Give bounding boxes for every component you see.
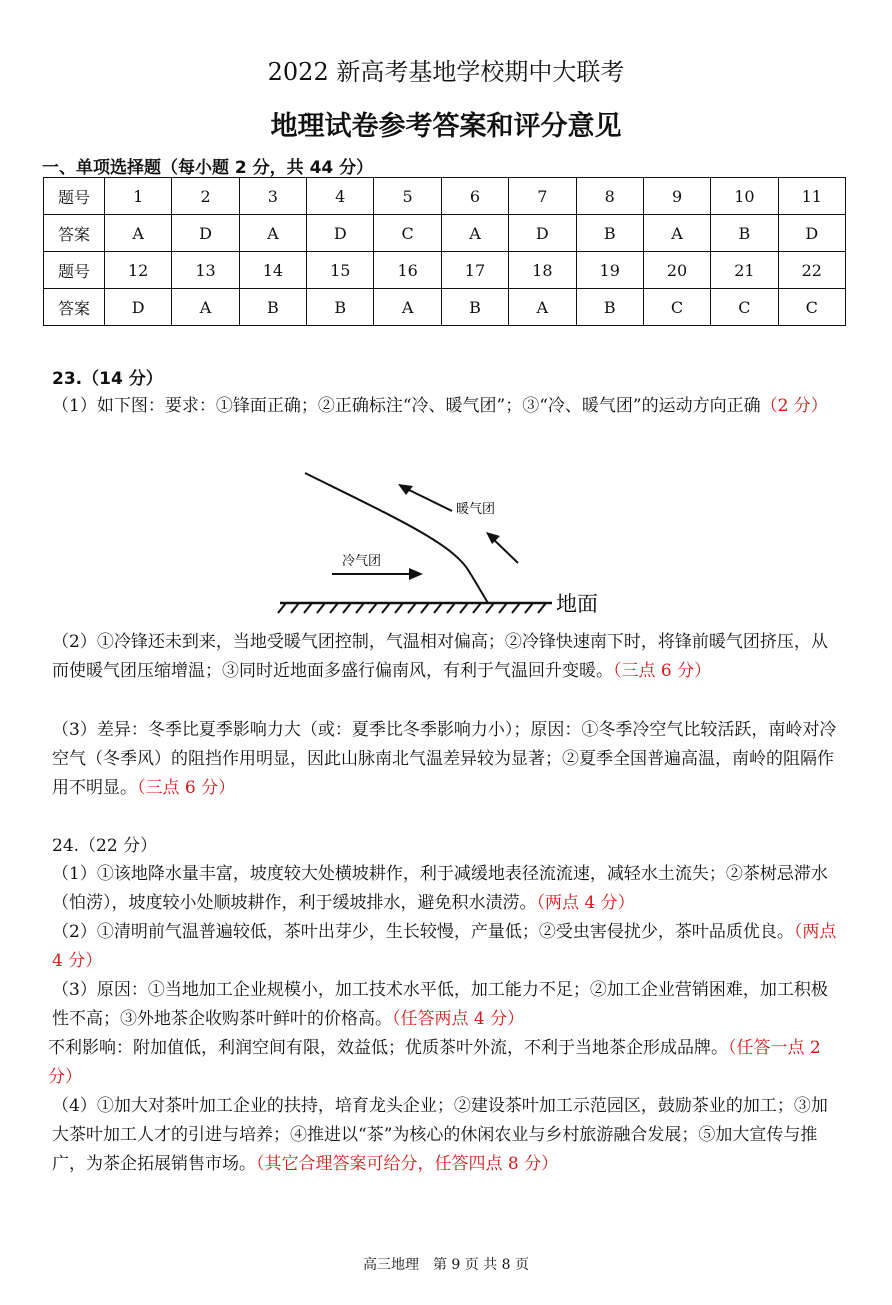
question-number-cell: 14: [239, 252, 306, 289]
answer-cell: D: [105, 289, 172, 326]
question-number-row: [44, 252, 846, 289]
q23-part3: [52, 716, 842, 803]
q24-part4-text: （4）①加大对茶叶加工企业的扶持，培育龙头企业；②建设茶叶加工示范园区，鼓励茶业的加工；③加大茶叶加工人才的引进与培养；④推进以“茶”为核心的休闲农业与乡村旅游融合发展；⑤加大宣传与推广，为茶企拓展销售市场。: [52, 1096, 828, 1174]
warm-arrow-1: [403, 487, 452, 511]
hatch-mark: [278, 603, 286, 613]
q24-part3-score: （任答两点 4 分）: [392, 1009, 525, 1029]
question-number-cell: 15: [307, 252, 374, 289]
ground-hatching: [278, 603, 546, 613]
hatch-mark: [486, 603, 494, 613]
hatch-mark: [304, 603, 312, 613]
question-number-cell: 11: [778, 178, 845, 215]
q23-part1-score: （2 分）: [760, 396, 828, 416]
answer-cell: A: [105, 215, 172, 252]
answer-row: [44, 215, 846, 252]
question-number-cell: 3: [239, 178, 306, 215]
question-number-cell: 19: [576, 252, 643, 289]
hatch-mark: [512, 603, 520, 613]
answer-cell: C: [374, 215, 441, 252]
q23-part1: [52, 392, 842, 421]
hatch-mark: [330, 603, 338, 613]
answer-cell: A: [172, 289, 239, 326]
answer-cell: A: [441, 215, 508, 252]
question-number-row-label: 题号: [44, 252, 105, 289]
q23-part2-text: （2）①冷锋还未到来，当地受暖气团控制，气温相对偏高；②冷锋快速南下时，将锋前暖气团挤压，从而使暖气团压缩增温；③同时近地面多盛行偏南风，有利于气温回升变暖。: [52, 632, 828, 681]
answer-cell: D: [509, 215, 576, 252]
q24-part4: [52, 1092, 842, 1179]
answer-cell: D: [778, 215, 845, 252]
answer-row-label: 答案: [44, 289, 105, 326]
q24-part2: [52, 918, 842, 976]
answer-cell: B: [307, 289, 374, 326]
hatch-mark: [460, 603, 468, 613]
q23-part1-text: （1）如下图：要求：①锋面正确；②正确标注“冷、暖气团”；③“冷、暖气团”的运动方向正确: [52, 396, 761, 416]
answer-row-label: 答案: [44, 215, 105, 252]
answer-cell: B: [576, 289, 643, 326]
answer-cell: B: [441, 289, 508, 326]
question-number-cell: 4: [307, 178, 374, 215]
question-number-cell: 5: [374, 178, 441, 215]
hatch-mark: [473, 603, 481, 613]
q24-heading: [52, 832, 842, 861]
warm-arrow-1-head: [398, 484, 413, 495]
answer-table: [43, 177, 846, 326]
ground-label: 地面: [556, 592, 598, 616]
question-number-cell: 18: [509, 252, 576, 289]
hatch-mark: [369, 603, 377, 613]
question-number-cell: 22: [778, 252, 845, 289]
answer-row: [44, 289, 846, 326]
question-number-cell: 1: [105, 178, 172, 215]
answer-cell: B: [576, 215, 643, 252]
q23-part3-score: （三点 6 分）: [137, 778, 236, 798]
answer-cell: C: [778, 289, 845, 326]
q24-part4-score: （其它合理答案可给分，任答四点 8 分）: [256, 1154, 559, 1174]
question-number-cell: 12: [105, 252, 172, 289]
warm-air-label: 暖气团: [456, 502, 496, 517]
q23-part2: [52, 628, 842, 686]
question-number-cell: 10: [711, 178, 778, 215]
warm-arrow-2-head: [486, 532, 500, 544]
q23-heading: [52, 365, 842, 394]
q24-part2-text: （2）①清明前气温普遍较低，茶叶出芽少，生长较慢，产量低；②受虫害侵扰少，茶叶品质优良。: [52, 922, 794, 942]
question-number-cell: 16: [374, 252, 441, 289]
hatch-mark: [447, 603, 455, 613]
hatch-mark: [291, 603, 299, 613]
question-number-cell: 20: [643, 252, 710, 289]
cold-arrow-head: [409, 568, 423, 580]
hatch-mark: [499, 603, 507, 613]
answer-cell: D: [172, 215, 239, 252]
hatch-mark: [434, 603, 442, 613]
question-number-cell: 2: [172, 178, 239, 215]
answer-cell: B: [711, 215, 778, 252]
hatch-mark: [356, 603, 364, 613]
q24-part3-text: （3）原因：①当地加工企业规模小，加工技术水平低，加工能力不足；②加工企业营销困难，加工积极性不高；③外地茶企收购茶叶鲜叶的价格高。: [52, 980, 828, 1029]
answer-cell: A: [374, 289, 441, 326]
q23-head: 23.（14 分）: [52, 369, 163, 389]
hatch-mark: [538, 603, 546, 613]
answer-cell: A: [643, 215, 710, 252]
answer-cell: B: [239, 289, 306, 326]
q24-head: 24.（22 分）: [52, 836, 158, 856]
hatch-mark: [382, 603, 390, 613]
section-heading: 一、单项选择题（每小题 2 分，共 44 分）: [42, 158, 374, 178]
q24-part3: [52, 976, 842, 1034]
front-line: [305, 473, 488, 603]
answer-cell: C: [711, 289, 778, 326]
answer-cell: A: [509, 289, 576, 326]
q24-part3-impact: [48, 1034, 848, 1092]
question-number-cell: 13: [172, 252, 239, 289]
question-number-row: [44, 178, 846, 215]
document-title: 地理试卷参考答案和评分意见: [270, 111, 622, 142]
answer-cell: D: [307, 215, 374, 252]
question-number-cell: 7: [509, 178, 576, 215]
front-diagram: [270, 465, 630, 625]
exam-title: 2022 新高考基地学校期中大联考: [267, 58, 625, 86]
answer-cell: A: [239, 215, 306, 252]
q24-part1: [52, 860, 842, 918]
q24-part3-impact-score: （任答一点 2 分）: [48, 1038, 821, 1087]
q23-part2-score: （三点 6 分）: [613, 661, 712, 681]
hatch-mark: [317, 603, 325, 613]
question-number-row-label: 题号: [44, 178, 105, 215]
answer-cell: C: [643, 289, 710, 326]
hatch-mark: [408, 603, 416, 613]
q24-part1-score: （两点 4 分）: [536, 893, 635, 913]
question-number-cell: 21: [711, 252, 778, 289]
cold-air-label: 冷气团: [342, 554, 382, 569]
question-number-cell: 17: [441, 252, 508, 289]
q23-part3-text: （3）差异：冬季比夏季影响力大（或：夏季比冬季影响力小）；原因：①冬季冷空气比较活跃，南岭对冷空气（冬季风）的阻挡作用明显，因此山脉南北气温差异较为显著；②夏季全国普遍高温，南岭的阻隔作用不明显。: [52, 720, 837, 798]
question-number-cell: 6: [441, 178, 508, 215]
hatch-mark: [343, 603, 351, 613]
q24-part2-score: （两点 4 分）: [52, 922, 837, 971]
question-number-cell: 8: [576, 178, 643, 215]
q24-part1-text: （1）①该地降水量丰富，坡度较大处横坡耕作，利于减缓地表径流流速，减轻水土流失；②茶树忌滞水（怕涝），坡度较小处顺坡耕作，利于缓坡排水，避免积水渍涝。: [52, 864, 828, 913]
q24-part3-impact-text: 不利影响：附加值低，利润空间有限，效益低；优质茶叶外流，不利于当地茶企形成品牌。: [48, 1038, 728, 1058]
page-footer: 高三地理 第 9 页 共 8 页: [362, 1257, 530, 1273]
hatch-mark: [395, 603, 403, 613]
hatch-mark: [421, 603, 429, 613]
hatch-mark: [525, 603, 533, 613]
question-number-cell: 9: [643, 178, 710, 215]
